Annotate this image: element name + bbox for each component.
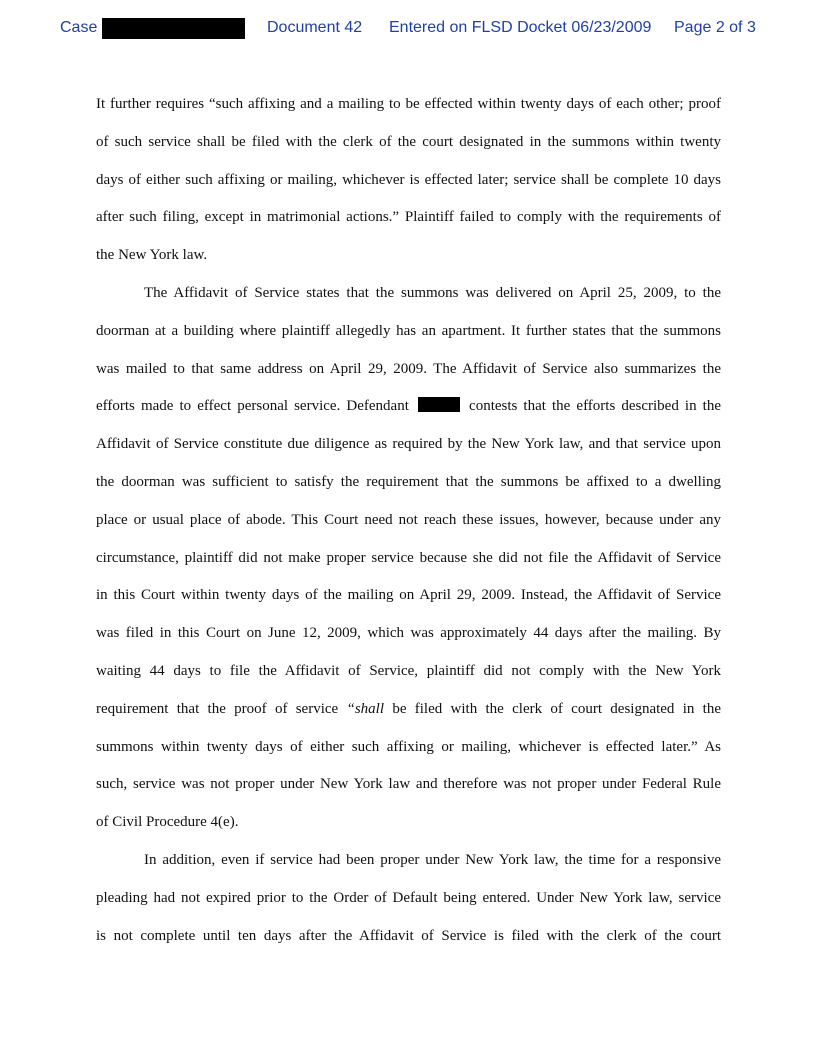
docket-entry-date: Entered on FLSD Docket 06/23/2009 bbox=[389, 19, 652, 36]
text-line: of Civil Procedure 4(e). bbox=[96, 814, 239, 831]
text-segment: be filed with the clerk of court designated in the bbox=[392, 700, 722, 717]
text-line: place or usual place of abode. This Court need not reach these issues, however, because under any bbox=[96, 511, 721, 528]
text-line: pleading had not expired prior to the Order of Default being entered. Under New York law, service bbox=[96, 889, 721, 906]
text-line: such, service was not proper under New York law and therefore was not proper under Federal Rule bbox=[96, 776, 721, 793]
emphasized-word: “shall bbox=[346, 700, 385, 717]
text-line: doorman at a building where plaintiff allegedly has an apartment. It further states that the summons bbox=[96, 322, 721, 339]
text-line: after such filing, except in matrimonial actions.” Plaintiff failed to comply with the requirements of bbox=[96, 209, 721, 226]
text-line: of such service shall be filed with the clerk of the court designated in the summons within twenty bbox=[96, 133, 721, 150]
text-segment: requirement that the proof of service bbox=[96, 700, 339, 717]
document-number: Document 42 bbox=[267, 19, 363, 36]
case-label: Case bbox=[60, 19, 98, 36]
docket-header bbox=[0, 17, 816, 39]
text-line: was mailed to that same address on April 29, 2009. The Affidavit of Service also summarizes the bbox=[96, 360, 721, 377]
text-line: summons within twenty days of either such affixing or mailing, whichever is effected later.” As bbox=[96, 738, 721, 755]
text-line: Affidavit of Service constitute due diligence as required by the New York law, and that service upon bbox=[96, 436, 721, 453]
document-body bbox=[96, 86, 721, 955]
text-line: the New York law. bbox=[96, 247, 208, 264]
text-line: circumstance, plaintiff did not make proper service because she did not file the Affidavit of Service bbox=[96, 549, 721, 566]
defendant-name-redaction bbox=[418, 397, 460, 412]
text-line: waiting 44 days to file the Affidavit of Service, plaintiff did not comply with the New York bbox=[96, 662, 721, 679]
text-line bbox=[96, 388, 721, 426]
text-line: days of either such affixing or mailing, whichever is effected later; service shall be complete 10 days bbox=[96, 171, 721, 188]
text-line: It further requires “such affixing and a mailing to be effected within twenty days of each other; proof bbox=[96, 96, 721, 112]
text-segment: efforts made to effect personal service. Defendant bbox=[96, 398, 409, 415]
text-line: the doorman was sufficient to satisfy the requirement that the summons be affixed to a dwelling bbox=[96, 473, 721, 490]
text-segment: contests that the efforts described in the bbox=[469, 398, 721, 415]
text-line: In addition, even if service had been proper under New York law, the time for a responsive bbox=[144, 851, 721, 868]
text-line: The Affidavit of Service states that the summons was delivered on April 25, 2009, to the bbox=[144, 284, 721, 301]
case-number-redaction bbox=[102, 18, 245, 39]
text-line bbox=[96, 691, 721, 729]
text-line: in this Court within twenty days of the mailing on April 29, 2009. Instead, the Affidavit of Service bbox=[96, 587, 721, 604]
text-line: is not complete until ten days after the Affidavit of Service is filed with the clerk of the court bbox=[96, 927, 721, 944]
page-number: Page 2 of 3 bbox=[674, 19, 756, 36]
text-line: was filed in this Court on June 12, 2009, which was approximately 44 days after the mailing. By bbox=[96, 625, 721, 642]
